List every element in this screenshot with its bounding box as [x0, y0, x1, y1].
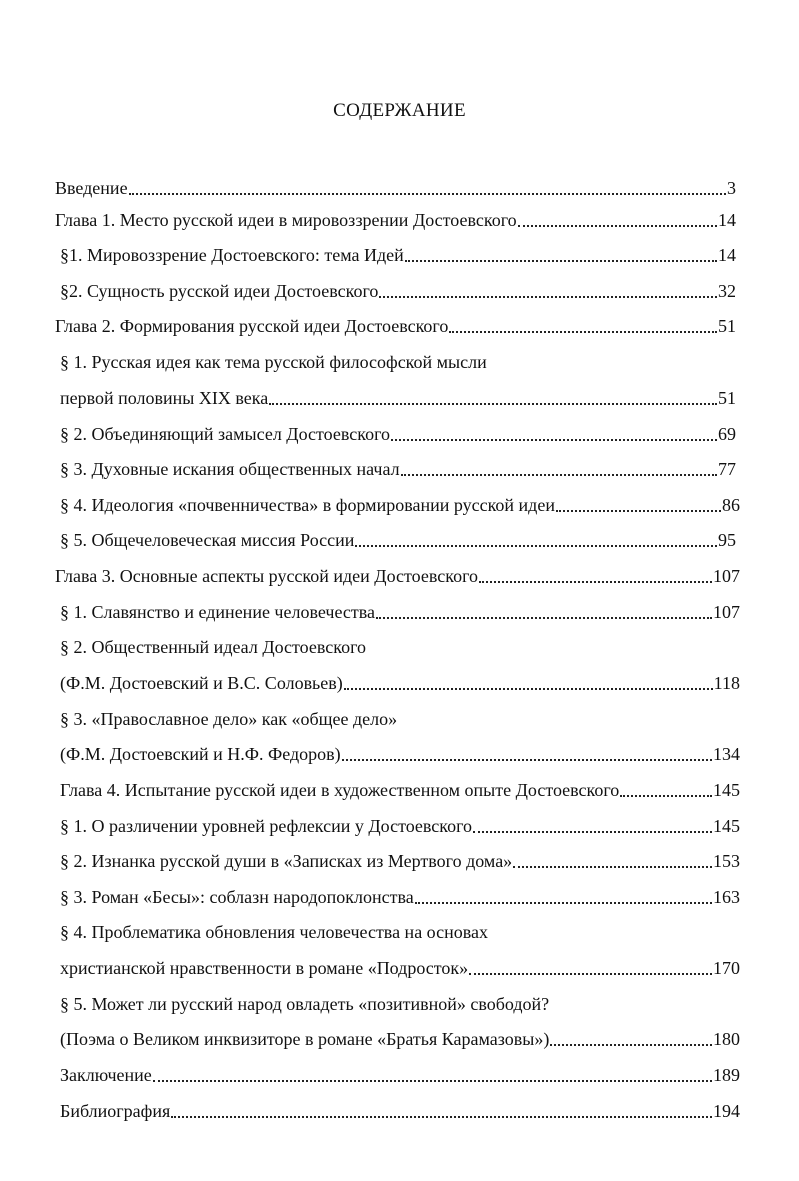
toc-entry	[60, 422, 736, 446]
toc-leader-dots	[129, 191, 726, 195]
toc-entry-title: § 5. Общечеловеческая миссия России	[60, 530, 355, 550]
toc-page-number: 107	[713, 566, 740, 586]
toc-leader-dots	[473, 829, 712, 833]
toc-entry	[60, 457, 736, 481]
toc-page-number: 14	[718, 245, 736, 265]
toc-page-number: 134	[713, 744, 740, 764]
toc-leader-dots	[379, 294, 717, 298]
toc-leader-dots	[556, 508, 721, 512]
toc-page-number: 189	[713, 1065, 740, 1085]
toc-page-number: 194	[713, 1101, 740, 1121]
toc-page-number: 69	[718, 424, 736, 444]
toc-entry-title: § 3. «Православное дело» как «общее дело»	[60, 709, 398, 729]
toc-entry	[60, 742, 740, 766]
toc-entry	[60, 849, 740, 873]
toc-entry	[60, 1099, 740, 1123]
toc-entry-title: (Ф.М. Достоевский и Н.Ф. Федоров)	[60, 744, 341, 764]
toc-leader-dots	[376, 615, 712, 619]
toc-page-number: 86	[722, 495, 740, 515]
toc-entry	[60, 885, 740, 909]
toc-entry-title: §1. Мировоззрение Достоевского: тема Идей	[60, 245, 404, 265]
toc-entry-title: христианской нравственности в романе «Подросток»	[60, 958, 469, 978]
toc-leader-dots	[405, 258, 717, 262]
toc-entry-title: § 1. Славянство и единение человечества	[60, 602, 375, 622]
toc-leader-dots	[469, 971, 712, 975]
toc-entry-title: § 5. Может ли русский народ овладеть «позитивной» свободой?	[60, 994, 550, 1014]
toc-entry	[60, 671, 740, 695]
toc-entry	[55, 314, 736, 338]
toc-leader-dots	[550, 1042, 712, 1046]
toc-leader-dots	[342, 757, 712, 761]
toc-entry-title: §2. Сущность русской идеи Достоевского	[60, 281, 379, 301]
toc-entry-title: § 3. Роман «Бесы»: соблазн народопоклонства	[60, 887, 414, 907]
toc-entry-title: (Ф.М. Достоевский и В.С. Соловьев)	[60, 673, 343, 693]
toc-entry-title: § 4. Проблематика обновления человечества на основах	[60, 922, 489, 942]
toc-entry	[60, 956, 740, 980]
toc-entry-title: § 4. Идеология «почвенничества» в формировании русской идеи	[60, 495, 555, 515]
toc-entry-title: Введение	[55, 178, 128, 198]
toc-entry	[60, 992, 549, 1016]
toc-page-number: 107	[713, 602, 740, 622]
toc-page-number: 51	[718, 388, 736, 408]
toc-entry	[55, 564, 740, 588]
toc-leader-dots	[355, 543, 717, 547]
toc-entry	[60, 814, 740, 838]
toc-leader-dots	[344, 686, 713, 690]
toc-entry	[60, 1063, 740, 1087]
toc-entry	[60, 243, 736, 267]
toc-page-number: 118	[713, 673, 740, 693]
toc-entry-title: § 2. Изнанка русской души в «Записках из Мертвого дома»	[60, 851, 513, 871]
toc-leader-dots	[391, 437, 717, 441]
toc-entry	[60, 778, 740, 802]
toc-entry	[55, 208, 736, 232]
toc-page-number: 32	[718, 281, 736, 301]
page-title: СОДЕРЖАНИЕ	[333, 100, 466, 121]
toc-entry	[60, 386, 736, 410]
toc-entry	[60, 600, 740, 624]
toc-entry-title: Глава 4. Испытание русской идеи в художественном опыте Достоевского	[60, 780, 620, 800]
toc-page-number: 180	[713, 1029, 740, 1049]
toc-page-number: 51	[718, 316, 736, 336]
toc-entry	[60, 493, 740, 517]
toc-entry-title: § 1. Русская идея как тема русской философской мысли	[60, 352, 487, 372]
toc-page-number: 95	[718, 530, 736, 550]
toc-entry	[60, 528, 736, 552]
toc-page-number: 14	[718, 210, 736, 230]
toc-leader-dots	[171, 1114, 712, 1118]
toc-leader-dots	[415, 900, 712, 904]
toc-leader-dots	[153, 1078, 712, 1082]
toc-leader-dots	[401, 472, 717, 476]
toc-entry-title: (Поэма о Великом инквизиторе в романе «Братья Карамазовы»)	[60, 1029, 550, 1049]
toc-entry-title: § 1. О различении уровней рефлексии у Достоевского	[60, 816, 473, 836]
toc-page-number: 153	[713, 851, 740, 871]
toc-entry	[60, 350, 487, 374]
toc-entry	[60, 920, 488, 944]
toc-entry	[60, 707, 397, 731]
toc-page-number: 145	[713, 816, 740, 836]
toc-entry	[60, 279, 736, 303]
toc-leader-dots	[269, 401, 717, 405]
toc-page-number: 145	[713, 780, 740, 800]
toc-entry-title: Глава 3. Основные аспекты русской идеи Достоевского	[55, 566, 478, 586]
toc-entry-title: § 2. Объединяющий замысел Достоевского	[60, 424, 391, 444]
toc-page-number: 170	[713, 958, 740, 978]
toc-entry	[60, 1027, 740, 1051]
toc-entry-title: Библиография	[60, 1101, 171, 1121]
toc-leader-dots	[479, 579, 712, 583]
toc-leader-dots	[513, 864, 712, 868]
toc-leader-dots	[620, 793, 712, 797]
toc-leader-dots	[518, 223, 717, 227]
toc-page-number: 163	[713, 887, 740, 907]
toc-entry-title: Глава 1. Место русской идеи в мировоззрении Достоевского	[55, 210, 517, 230]
toc-entry-title: § 2. Общественный идеал Достоевского	[60, 637, 367, 657]
toc-page-number: 3	[727, 178, 736, 198]
toc-entry-title: Глава 2. Формирования русской идеи Достоевского	[55, 316, 449, 336]
toc-entry-title: первой половины XIX века	[60, 388, 269, 408]
toc-leader-dots	[449, 329, 717, 333]
toc-entry	[60, 635, 366, 659]
toc-page-number: 77	[718, 459, 736, 479]
toc-entry-title: Заключение	[60, 1065, 152, 1085]
toc-entry	[55, 176, 736, 200]
toc-entry-title: § 3. Духовные искания общественных начал	[60, 459, 400, 479]
